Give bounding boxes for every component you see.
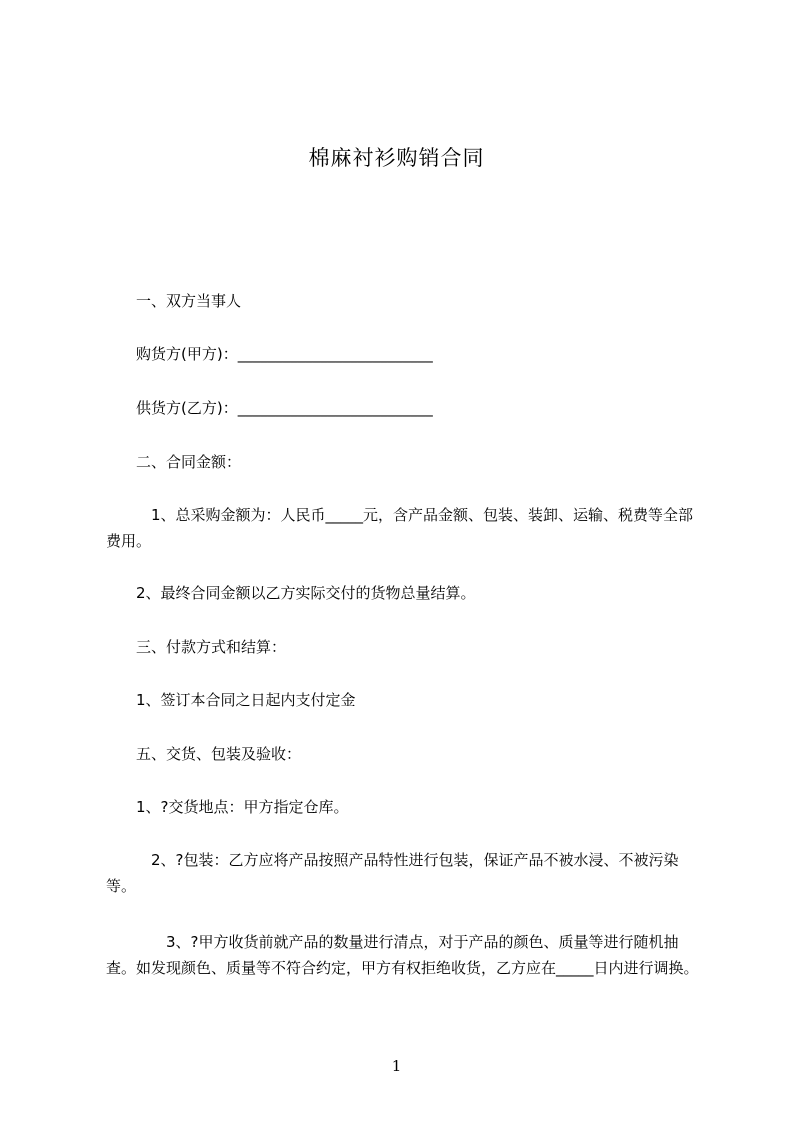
section-heading-delivery: 五、交货、包装及验收： bbox=[136, 745, 302, 763]
amount-clause-1: 1、总采购金额为：人民币_____元，含产品金额、包装、装卸、运输、税费等全部费用。 bbox=[106, 506, 694, 550]
delivery-clause-2: 2、?包装：乙方应将产品按照产品特性进行包装，保证产品不被水浸、不被污染等。 bbox=[106, 851, 679, 895]
document-title: 棉麻衬衫购销合同 bbox=[308, 146, 485, 170]
section-heading-parties: 一、双方当事人 bbox=[136, 292, 242, 310]
seller-field: 供货方(乙方)：__________________________ bbox=[136, 399, 433, 417]
page-number: 1 bbox=[391, 1057, 402, 1075]
delivery-clause-1: 1、?交货地点：甲方指定仓库。 bbox=[136, 798, 349, 816]
amount-clause-2: 2、最终合同金额以乙方实际交付的货物总量结算。 bbox=[136, 584, 476, 602]
delivery-clause-3: 3、?甲方收货前就产品的数量进行清点，对于产品的颜色、质量等进行随机抽查。如发现颜色、质量等不符合约定，甲方有权拒绝收货，乙方应在_____日内进行调换。 bbox=[106, 933, 699, 977]
section-heading-amount: 二、合同金额： bbox=[136, 453, 242, 471]
buyer-field: 购货方(甲方)：__________________________ bbox=[136, 345, 433, 363]
payment-clause-1: 1、签订本合同之日起内支付定金 bbox=[136, 691, 356, 709]
section-heading-payment: 三、付款方式和结算： bbox=[136, 638, 287, 656]
